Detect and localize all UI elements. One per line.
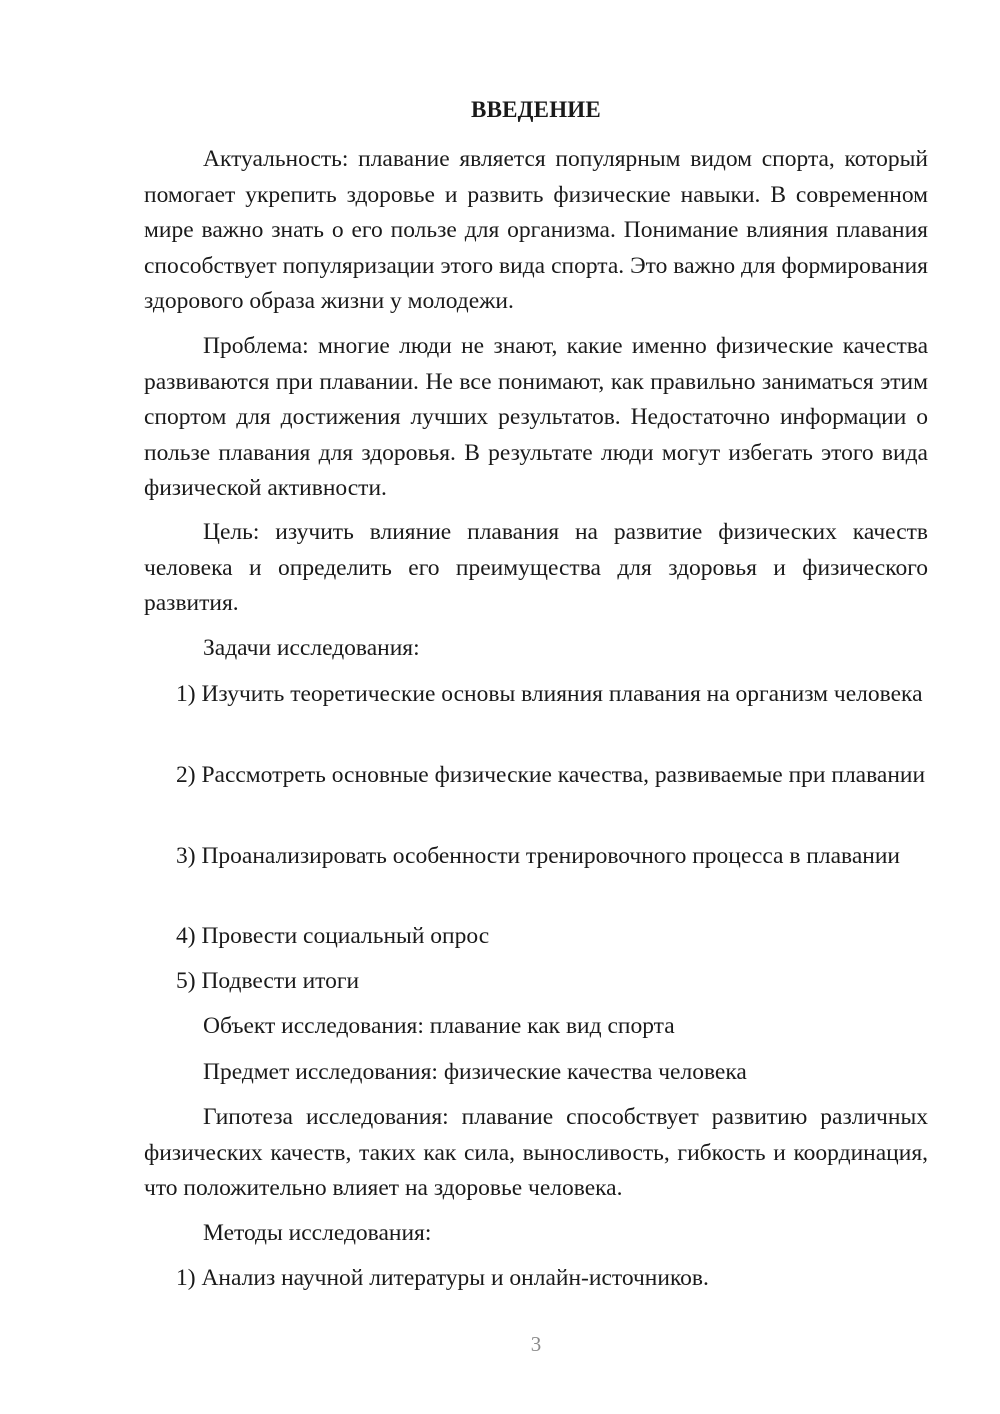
research-object: Объект исследования: плавание как вид спорта bbox=[203, 1013, 675, 1039]
task-item-2: 2) Рассмотреть основные физические качества, развиваемые при плавании bbox=[176, 762, 926, 788]
research-subject: Предмет исследования: физические качества человека bbox=[203, 1059, 747, 1085]
page-number: 3 bbox=[530, 1332, 542, 1356]
paragraph-goal: Цель: изучить влияние плавания на развитие физических качеств человека и определить его преимущества для здоровья и физического развития. bbox=[144, 519, 928, 616]
paragraph-relevance: Актуальность: плавание является популярным видом спорта, который помогает укрепить здоровье и развить физические навыки. В современном мире важно знать о его пользе для организма. Понимание влияния плавания способствует популяризации этого вида спорта. Это важно для формирования здорового образа жизни у молодежи. bbox=[144, 146, 928, 314]
paragraph-problem: Проблема: многие люди не знают, какие именно физические качества развиваются при плавании. Не все понимают, как правильно заниматься этим спортом для достижения лучших результатов. Недостаточно информации о пользе плавания для здоровья. В результате люди могут избегать этого вида физической активности. bbox=[144, 333, 928, 501]
methods-heading: Методы исследования: bbox=[203, 1220, 432, 1246]
task-item-3: 3) Проанализировать особенности тренировочного процесса в плавании bbox=[176, 843, 900, 869]
tasks-heading: Задачи исследования: bbox=[203, 635, 420, 661]
method-item-1: 1) Анализ научной литературы и онлайн-источников. bbox=[176, 1265, 709, 1291]
task-item-5: 5) Подвести итоги bbox=[176, 968, 360, 994]
research-hypothesis: Гипотеза исследования: плавание способствует развитию различных физических качеств, таких как сила, выносливость, гибкость и координация, что положительно влияет на здоровье человека. bbox=[144, 1104, 928, 1201]
section-title: ВВЕДЕНИЕ bbox=[471, 97, 601, 122]
task-item-4: 4) Провести социальный опрос bbox=[176, 923, 490, 949]
task-item-1: 1) Изучить теоретические основы влияния плавания на организм человека bbox=[176, 681, 923, 707]
